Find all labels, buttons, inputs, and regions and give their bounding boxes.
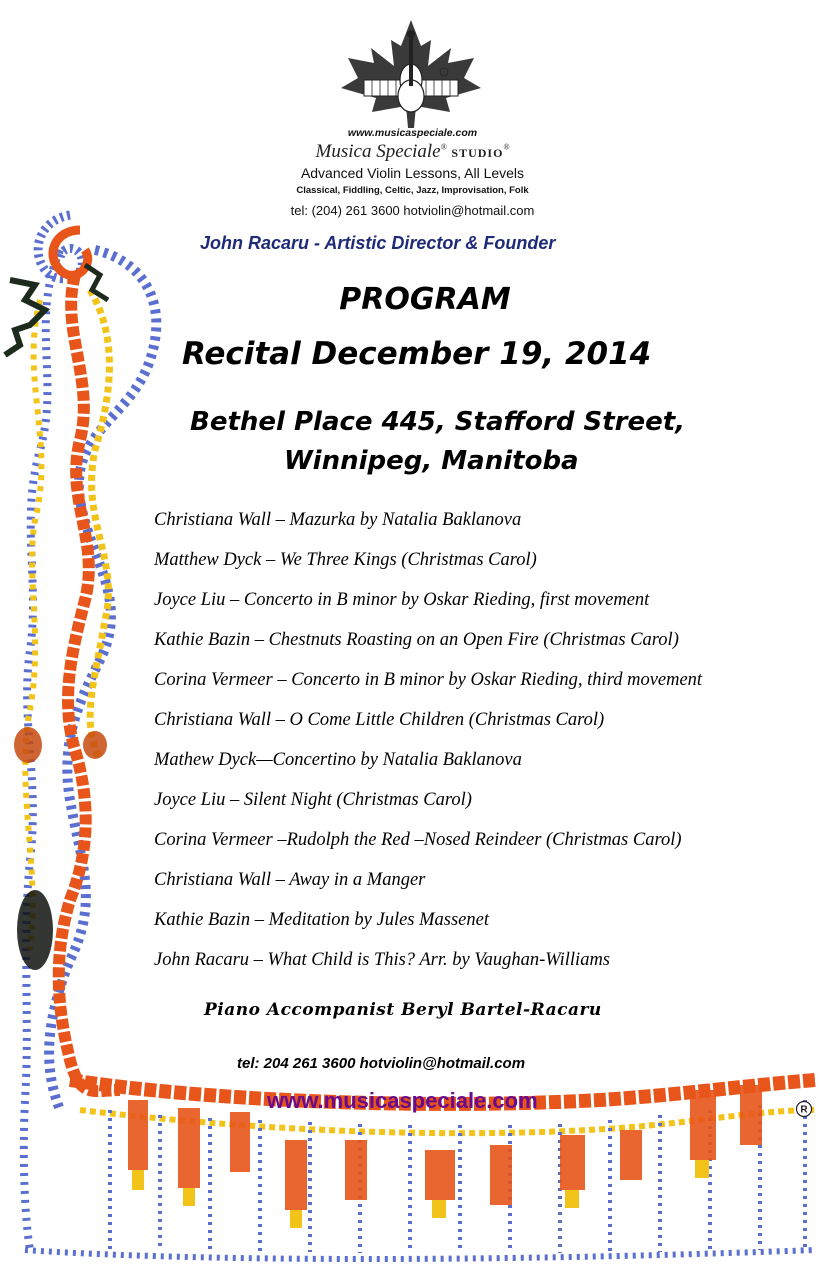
artistic-director: John Racaru - Artistic Director & Founder bbox=[200, 233, 556, 253]
recital-date: Recital December 19, 2014 bbox=[182, 336, 652, 372]
program-item: Kathie Bazin – Meditation by Jules Massenet bbox=[154, 910, 489, 930]
program-item: Corina Vermeer – Concerto in B minor by Oskar Rieding, third movement bbox=[154, 670, 703, 690]
program-item: John Racaru – What Child is This? Arr. by Vaughan-Williams bbox=[154, 950, 611, 970]
page-title: PROGRAM bbox=[339, 282, 511, 317]
program-item: Kathie Bazin – Chestnuts Roasting on an Open Fire (Christmas Carol) bbox=[154, 630, 679, 650]
program-list bbox=[154, 507, 702, 987]
maple-leaf-violin-logo bbox=[336, 18, 486, 130]
studio-website-top[interactable]: www.musicaspeciale.com bbox=[347, 127, 478, 139]
studio-website-bottom[interactable]: www.musicaspeciale.com bbox=[267, 1088, 538, 1113]
studio-name-script: Musica Speciale bbox=[315, 141, 441, 162]
program-item: Christiana Wall – O Come Little Children (Christmas Carol) bbox=[154, 710, 605, 730]
studio-name: Musica Speciale® STUDIO® bbox=[315, 141, 510, 162]
program-item: Christiana Wall – Away in a Manger bbox=[154, 870, 426, 890]
program-item: Mathew Dyck—Concertino by Natalia Baklanova bbox=[154, 750, 522, 770]
studio-name-word: STUDIO bbox=[451, 146, 504, 160]
svg-text:R: R bbox=[800, 1104, 808, 1116]
program-item: Matthew Dyck – We Three Kings (Christmas Carol) bbox=[154, 550, 537, 570]
registered-mark-icon bbox=[795, 1100, 813, 1118]
venue-line-2: Winnipeg, Manitoba bbox=[284, 446, 579, 476]
program-item: Joyce Liu – Concerto in B minor by Oskar Rieding, first movement bbox=[154, 590, 650, 610]
program-item: Joyce Liu – Silent Night (Christmas Carol) bbox=[154, 790, 472, 810]
program-item: Christiana Wall – Mazurka by Natalia Baklanova bbox=[154, 510, 522, 530]
venue-line-1: Bethel Place 445, Stafford Street, bbox=[190, 407, 686, 437]
studio-genres: Classical, Fiddling, Celtic, Jazz, Improvisation, Folk bbox=[296, 185, 529, 196]
studio-contact-bottom: tel: 204 261 3600 hotviolin@hotmail.com bbox=[237, 1055, 526, 1072]
piano-accompanist: Piano Accompanist Beryl Bartel-Racaru bbox=[204, 1000, 602, 1020]
program-item: Corina Vermeer –Rudolph the Red –Nosed Reindeer (Christmas Carol) bbox=[154, 830, 682, 850]
studio-tagline: Advanced Violin Lessons, All Levels bbox=[300, 165, 525, 181]
studio-contact-top: tel: (204) 261 3600 hotviolin@hotmail.com bbox=[290, 203, 535, 218]
